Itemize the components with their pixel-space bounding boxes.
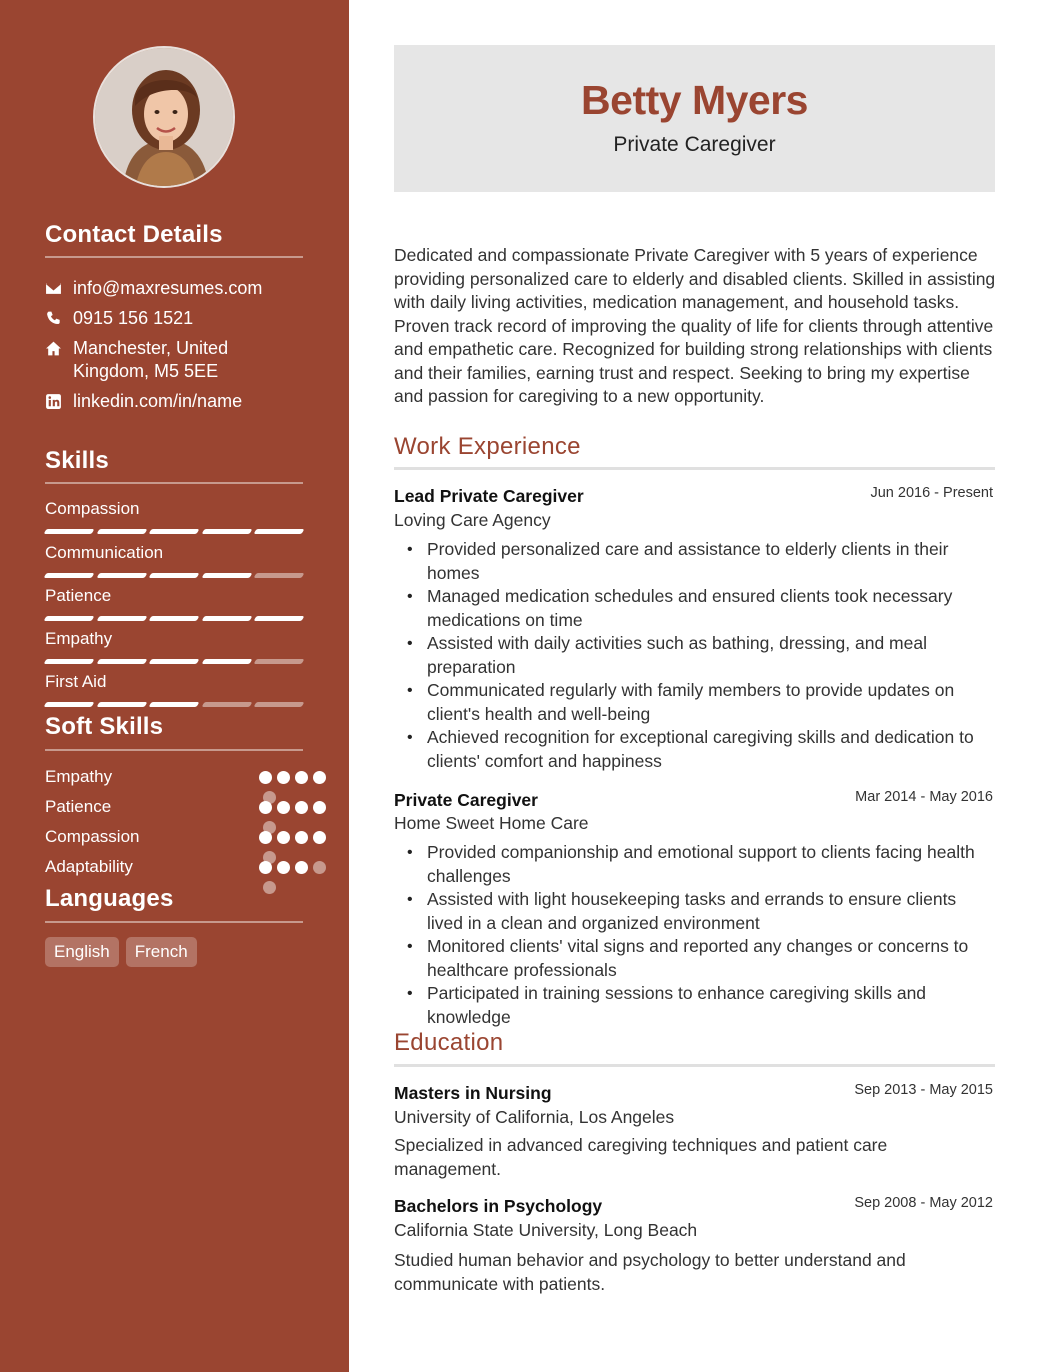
skill-level-segment	[44, 573, 94, 578]
soft-skill-rating	[259, 861, 339, 875]
job-dates: Jun 2016 - Present	[870, 485, 993, 501]
linkedin-text: linkedin.com/in/name	[73, 391, 243, 411]
soft-skills-section-title: Soft Skills	[45, 713, 164, 740]
education-section-title: Education	[394, 1029, 504, 1056]
address-text	[73, 337, 228, 383]
skill-level-segment	[254, 573, 304, 578]
contact-address	[45, 337, 305, 383]
bullet-item: • Provided personalized care and assistance to elderly clients in their homes	[394, 538, 995, 585]
rating-dot	[259, 831, 272, 844]
skill-level-segment	[149, 573, 199, 578]
skill-level-segment	[201, 529, 251, 534]
skill-name: First Aid	[45, 672, 107, 691]
skills-section-title: Skills	[45, 447, 109, 474]
degree-description: Studied human behavior and psychology to better understand and communicate with patients.	[394, 1250, 906, 1294]
bullet-item: • Monitored clients' vital signs and reported any changes or concerns to healthcare professionals	[394, 935, 995, 982]
degree-title: Masters in Nursing	[394, 1083, 552, 1103]
soft-skill-name: Compassion	[45, 827, 140, 846]
job-title: Private Caregiver	[394, 790, 538, 810]
rating-dot	[277, 771, 290, 784]
rating-dot	[277, 831, 290, 844]
phone-text: 0915 156 1521	[73, 308, 194, 328]
skill-level-segment	[254, 616, 304, 621]
degree-title: Bachelors in Psychology	[394, 1196, 603, 1216]
divider	[45, 256, 303, 258]
address-line-2: Kingdom, M5 5EE	[73, 361, 219, 381]
summary-text: Dedicated and compassionate Private Caregiver with 5 years of experience providing personalized care to elderly and disabled clients. Skilled in assisting with daily living activities, medication management, and household tasks. Proven track record of improving the quality of life for clients through attentive and empathetic care. Recognized for building strong relationships with clients and their families, earning trust and respect. Seeking to bring my expertise and passion for caregiving to a new opportunity.	[394, 245, 996, 406]
rating-dot	[295, 771, 308, 784]
person-name: Betty Myers	[581, 77, 808, 123]
contact-section-title: Contact Details	[45, 221, 223, 248]
skill-level-segment	[149, 616, 199, 621]
bullet-item: • Managed medication schedules and ensured clients took necessary medications on time	[394, 585, 995, 632]
address-line-1: Manchester, United	[73, 338, 229, 358]
degree-dates: Sep 2008 - May 2012	[854, 1195, 993, 1211]
skill-level-segment	[149, 702, 199, 707]
skill-level-segment	[149, 529, 199, 534]
school-name: California State University, Long Beach	[394, 1220, 698, 1240]
soft-skill-name: Patience	[45, 797, 112, 816]
home-icon	[45, 337, 73, 383]
contact-linkedin[interactable]	[45, 390, 305, 413]
divider	[45, 921, 303, 923]
soft-skill-item	[45, 857, 305, 877]
skill-level-bar	[45, 659, 303, 665]
divider	[394, 467, 995, 470]
rating-dot	[277, 801, 290, 814]
skill-item	[45, 499, 305, 519]
job-title: Lead Private Caregiver	[394, 486, 584, 506]
rating-dot	[263, 881, 276, 894]
rating-dot	[259, 771, 272, 784]
skill-level-bar	[45, 573, 303, 579]
soft-skill-item	[45, 827, 305, 847]
skill-name: Empathy	[45, 629, 113, 648]
bullet-item: • Assisted with daily activities such as bathing, dressing, and meal preparation	[394, 632, 995, 679]
rating-dot	[313, 861, 326, 874]
skill-level-segment	[254, 702, 304, 707]
language-badge: English	[45, 937, 119, 967]
rating-dot	[313, 771, 326, 784]
skill-level-segment	[254, 659, 304, 664]
skill-level-segment	[96, 616, 146, 621]
linkedin-icon	[45, 390, 73, 413]
rating-dot	[259, 861, 272, 874]
email-text: info@maxresumes.com	[73, 278, 263, 298]
skill-level-segment	[96, 573, 146, 578]
skill-level-segment	[96, 702, 146, 707]
rating-dot	[277, 861, 290, 874]
skill-level-bar	[45, 702, 303, 708]
languages-section-title: Languages	[45, 885, 174, 912]
soft-skill-name: Empathy	[45, 767, 113, 786]
job-dates: Mar 2014 - May 2016	[855, 789, 993, 805]
degree-description: Specialized in advanced caregiving techniques and patient care management.	[394, 1135, 888, 1179]
languages-list	[45, 937, 197, 967]
person-role: Private Caregiver	[613, 133, 776, 156]
avatar	[93, 46, 235, 188]
skill-level-segment	[96, 659, 146, 664]
rating-dot	[295, 801, 308, 814]
contact-email[interactable]	[45, 277, 305, 300]
language-badge: French	[126, 937, 197, 967]
skill-level-segment	[149, 659, 199, 664]
skill-level-segment	[201, 659, 251, 664]
soft-skill-name: Adaptability	[45, 857, 133, 876]
skill-name: Compassion	[45, 499, 140, 518]
rating-dot	[313, 831, 326, 844]
soft-skill-rating	[259, 771, 339, 785]
profile-photo	[95, 48, 235, 188]
skill-level-bar	[45, 616, 303, 622]
skill-level-segment	[96, 529, 146, 534]
skill-level-segment	[44, 659, 94, 664]
skill-item	[45, 543, 305, 563]
skill-level-segment	[254, 529, 304, 534]
experience-section-title: Work Experience	[394, 433, 581, 460]
soft-skill-rating	[259, 831, 339, 845]
skill-level-segment	[201, 702, 251, 707]
rating-dot	[295, 861, 308, 874]
bullet-item: • Communicated regularly with family members to provide updates on client's health and well-being	[394, 679, 995, 726]
rating-dot	[259, 801, 272, 814]
soft-skill-item	[45, 767, 305, 787]
job-bullets	[394, 841, 995, 1029]
name-header	[394, 45, 995, 192]
envelope-icon	[45, 277, 73, 300]
skill-level-segment	[44, 529, 94, 534]
school-name: University of California, Los Angeles	[394, 1107, 675, 1127]
skill-level-bar	[45, 529, 303, 535]
skill-level-segment	[44, 616, 94, 621]
bullet-item: • Achieved recognition for exceptional caregiving skills and dedication to clients' comfort and happiness	[394, 726, 995, 773]
bullet-item: • Participated in training sessions to enhance caregiving skills and knowledge	[394, 982, 995, 1029]
skill-level-segment	[201, 573, 251, 578]
divider	[394, 1064, 995, 1067]
skill-level-segment	[44, 702, 94, 707]
job-organization: Loving Care Agency	[394, 510, 551, 530]
job-organization: Home Sweet Home Care	[394, 813, 589, 833]
divider	[45, 482, 303, 484]
skill-item	[45, 586, 305, 606]
contact-phone[interactable]	[45, 307, 305, 330]
skill-name: Patience	[45, 586, 112, 605]
skill-item	[45, 672, 305, 692]
phone-icon	[45, 307, 73, 330]
bullet-item: • Provided companionship and emotional support to clients facing health challenges	[394, 841, 995, 888]
sidebar	[0, 0, 349, 1372]
job-bullets	[394, 538, 995, 773]
skill-item	[45, 629, 305, 649]
degree-dates: Sep 2013 - May 2015	[854, 1082, 993, 1098]
rating-dot	[313, 801, 326, 814]
divider	[45, 749, 303, 751]
skill-name: Communication	[45, 543, 164, 562]
rating-dot	[295, 831, 308, 844]
soft-skill-item	[45, 797, 305, 817]
bullet-item: • Assisted with light housekeeping tasks and errands to ensure clients lived in a clean and organized environment	[394, 888, 995, 935]
skill-level-segment	[201, 616, 251, 621]
soft-skill-rating	[259, 801, 339, 815]
